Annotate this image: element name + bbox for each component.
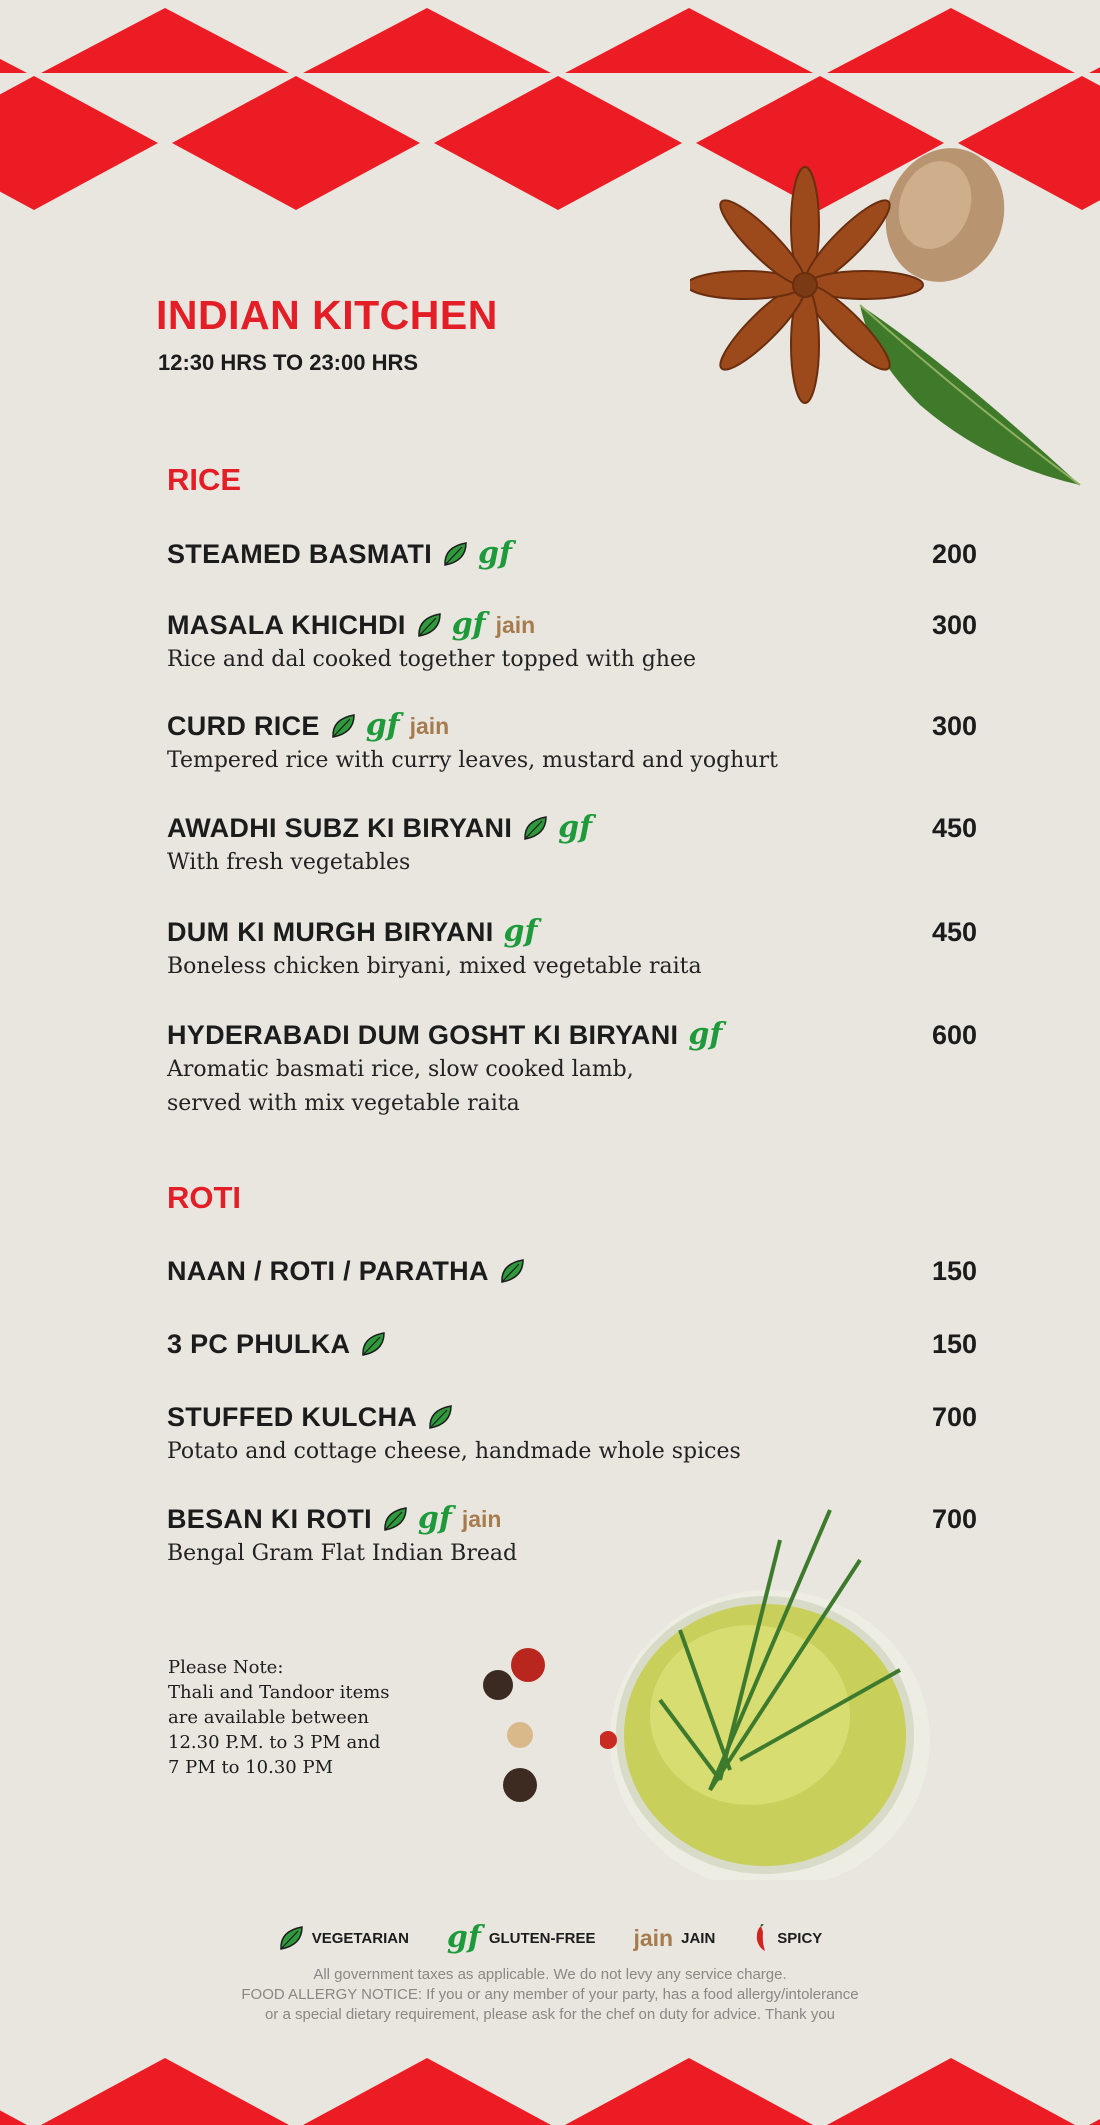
item-price: 450 — [931, 916, 977, 947]
pattern-triangle — [303, 2058, 551, 2125]
thali-note — [168, 1655, 390, 1780]
menu-item — [167, 1253, 977, 1289]
gluten-free-icon: gf — [365, 708, 400, 743]
pattern-triangle — [303, 8, 551, 73]
legend-label: SPICY — [777, 1929, 823, 1947]
footer-line: All government taxes as applicable. We do not levy any service charge. — [313, 1966, 787, 1983]
leaf-icon — [278, 1925, 304, 1951]
leaf-icon — [499, 1258, 525, 1284]
item-name: MASALA KHICHDI — [167, 609, 406, 640]
legend-gluten-free — [446, 1920, 596, 1955]
leaf-icon — [360, 1331, 386, 1357]
jain-icon: jain — [495, 611, 536, 638]
note-line: Please Note: — [168, 1657, 284, 1678]
gluten-free-icon: gf — [478, 536, 512, 571]
item-price: 300 — [931, 710, 977, 741]
item-description: Potato and cottage cheese, handmade whole spices — [167, 1439, 741, 1464]
legend-vegetarian — [278, 1925, 409, 1951]
item-description: With fresh vegetables — [167, 850, 411, 875]
menu-item — [167, 1017, 977, 1121]
menu-item — [167, 607, 977, 677]
item-name: STUFFED KULCHA — [167, 1401, 418, 1432]
menu-item — [167, 708, 977, 778]
spices-illustration — [690, 135, 1090, 495]
bottom-diamond-pattern — [0, 2048, 1100, 2125]
leaf-icon — [427, 1404, 453, 1430]
pattern-triangle — [565, 8, 813, 73]
footer-line: FOOD ALLERGY NOTICE: If you or any member of your party, has a food allergy/intolerance — [241, 1986, 859, 2003]
legend-label: GLUTEN-FREE — [488, 1929, 596, 1947]
gluten-free-icon: gf — [417, 1501, 452, 1536]
item-price: 200 — [931, 538, 977, 569]
gluten-free-icon: gf — [446, 1920, 481, 1955]
pattern-triangle — [1089, 2058, 1100, 2125]
pattern-triangle — [827, 2058, 1075, 2125]
item-name: HYDERABADI DUM GOSHT KI BIRYANI — [167, 1019, 679, 1050]
opening-hours: 12:30 HRS TO 23:00 HRS — [158, 350, 419, 375]
note-line: 12.30 P.M. to 3 PM and — [168, 1732, 381, 1753]
legend-spicy — [753, 1924, 822, 1952]
item-name: 3 PC PHULKA — [167, 1328, 351, 1359]
oil-bowl-rosemary-illustration — [600, 1500, 960, 1880]
peppercorns-illustration — [480, 1635, 580, 1815]
leaf-icon — [330, 713, 356, 739]
pattern-triangle — [0, 8, 27, 73]
menu-item — [167, 914, 977, 984]
gluten-free-icon: gf — [688, 1017, 723, 1052]
menu-item — [167, 1326, 977, 1362]
item-name: BESAN KI ROTI — [167, 1503, 372, 1534]
item-description: Bengal Gram Flat Indian Bread — [167, 1541, 518, 1566]
item-description: served with mix vegetable raita — [167, 1091, 520, 1116]
jain-icon: jain — [633, 1924, 674, 1951]
legend-label: VEGETARIAN — [311, 1929, 409, 1947]
leaf-icon — [442, 541, 468, 567]
item-price: 700 — [931, 1401, 977, 1432]
legend-jain — [633, 1925, 715, 1952]
item-description: Rice and dal cooked together topped with ghee — [167, 647, 696, 672]
item-name: DUM KI MURGH BIRYANI — [167, 916, 494, 947]
menu-item — [167, 1399, 977, 1469]
item-name: NAAN / ROTI / PARATHA — [167, 1255, 489, 1286]
item-description: Boneless chicken biryani, mixed vegetable raita — [167, 954, 702, 979]
footer-notice — [0, 1965, 1100, 2025]
pattern-triangle — [0, 2058, 27, 2125]
item-price: 450 — [931, 812, 977, 843]
note-line: are available between — [168, 1707, 369, 1728]
gluten-free-icon: gf — [503, 914, 538, 949]
jain-icon: jain — [409, 712, 450, 739]
legend-label: JAIN — [681, 1929, 716, 1947]
leaf-icon — [416, 612, 442, 638]
legend — [0, 1920, 1100, 1955]
item-name: STEAMED BASMATI — [167, 538, 432, 569]
leaf-icon — [382, 1506, 408, 1532]
page-title: INDIAN KITCHEN — [156, 292, 498, 338]
pattern-diamond — [0, 76, 158, 210]
item-description: Aromatic basmati rice, slow cooked lamb, — [167, 1057, 634, 1082]
pattern-diamond — [172, 76, 420, 210]
item-price: 150 — [931, 1255, 977, 1286]
item-price: 600 — [931, 1019, 977, 1050]
leaf-icon — [522, 815, 548, 841]
item-price: 700 — [931, 1503, 977, 1534]
gluten-free-icon: gf — [558, 810, 593, 845]
section-title-roti: ROTI — [167, 1180, 242, 1215]
menu-item — [167, 536, 977, 572]
pattern-triangle — [41, 8, 289, 73]
pattern-triangle — [1089, 8, 1100, 73]
note-line: 7 PM to 10.30 PM — [168, 1757, 334, 1778]
item-description: Tempered rice with curry leaves, mustard and yoghurt — [167, 748, 778, 773]
pattern-triangle — [827, 8, 1075, 73]
item-price: 300 — [931, 609, 977, 640]
note-line: Thali and Tandoor items — [168, 1682, 390, 1703]
item-price: 150 — [931, 1328, 977, 1359]
footer-line: or a special dietary requirement, please ask for the chef on duty for advice. Thank you — [264, 2006, 836, 2023]
pattern-diamond — [434, 76, 682, 210]
pattern-triangle — [41, 2058, 289, 2125]
item-name: CURD RICE — [167, 710, 320, 741]
item-name: AWADHI SUBZ KI BIRYANI — [167, 812, 513, 843]
chili-icon — [753, 1924, 769, 1952]
menu-item — [167, 810, 977, 880]
gluten-free-icon: gf — [451, 607, 486, 642]
section-title-rice: RICE — [167, 462, 242, 497]
jain-icon: jain — [461, 1505, 502, 1532]
pattern-triangle — [565, 2058, 813, 2125]
